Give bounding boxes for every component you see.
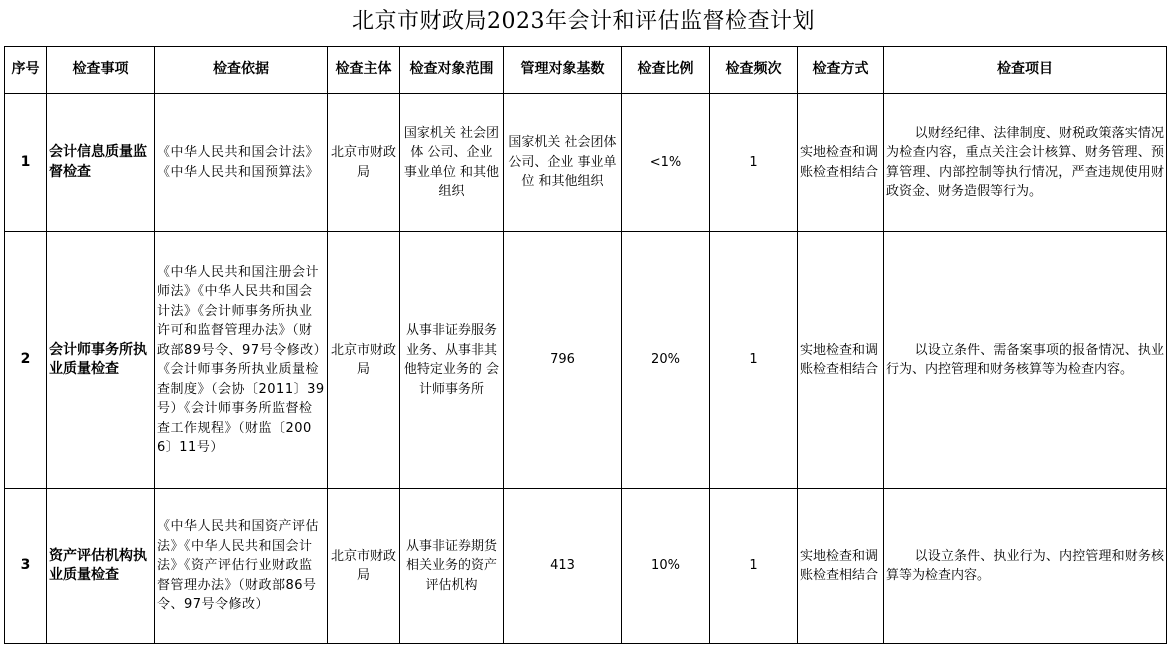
header-basis: 检查依据 <box>155 47 328 94</box>
cell-no: 2 <box>5 232 47 489</box>
header-frequency: 检查频次 <box>710 47 798 94</box>
header-base: 管理对象基数 <box>504 47 622 94</box>
cell-method: 实地检查和调账检查相结合 <box>798 94 884 232</box>
header-item: 检查事项 <box>47 47 155 94</box>
header-subject: 检查主体 <box>328 47 400 94</box>
cell-scope: 从事非证券服务业务、从事非其他特定业务的 会计师事务所 <box>400 232 504 489</box>
cell-basis: 《中华人民共和国注册会计师法》《中华人民共和国会计法》《会计师事务所执业许可和监督管理办法》（财政部89号令、97号令修改）《会计师事务所执业质量检查制度》（会协〔2011〕39号）《会计师事务所监督检查工作规程》（财监〔2006〕11号） <box>155 232 328 489</box>
inspection-plan-table <box>4 46 1167 644</box>
cell-method: 实地检查和调账检查相结合 <box>798 232 884 489</box>
header-method: 检查方式 <box>798 47 884 94</box>
cell-scope: 从事非证券期货相关业务的资产评估机构 <box>400 489 504 644</box>
cell-items: 以设立条件、执业行为、内控管理和财务核算等为检查内容。 <box>884 489 1167 644</box>
cell-subject: 北京市财政局 <box>328 232 400 489</box>
cell-base: 国家机关 社会团体 公司、企业 事业单位 和其他组织 <box>504 94 622 232</box>
cell-base: 796 <box>504 232 622 489</box>
table-row <box>5 489 1167 644</box>
cell-item: 会计信息质量监督检查 <box>47 94 155 232</box>
cell-base: 413 <box>504 489 622 644</box>
cell-items: 以设立条件、需备案事项的报备情况、执业行为、内控管理和财务核算等为检查内容。 <box>884 232 1167 489</box>
cell-subject: 北京市财政局 <box>328 94 400 232</box>
cell-frequency: 1 <box>710 232 798 489</box>
cell-frequency: 1 <box>710 489 798 644</box>
table-row <box>5 94 1167 232</box>
table-header-row <box>5 47 1167 94</box>
cell-ratio: 10% <box>622 489 710 644</box>
cell-frequency: 1 <box>710 94 798 232</box>
cell-scope: 国家机关 社会团体 公司、企业 事业单位 和其他组织 <box>400 94 504 232</box>
cell-basis: 《中华人民共和国资产评估法》《中华人民共和国会计法》《资产评估行业财政监督管理办法》（财政部86号令、97号令修改） <box>155 489 328 644</box>
header-ratio: 检查比例 <box>622 47 710 94</box>
cell-method: 实地检查和调账检查相结合 <box>798 489 884 644</box>
cell-no: 3 <box>5 489 47 644</box>
cell-ratio: <1% <box>622 94 710 232</box>
cell-item: 资产评估机构执业质量检查 <box>47 489 155 644</box>
table-row <box>5 232 1167 489</box>
cell-basis: 《中华人民共和国会计法》《中华人民共和国预算法》 <box>155 94 328 232</box>
header-items: 检查项目 <box>884 47 1167 94</box>
cell-item: 会计师事务所执业质量检查 <box>47 232 155 489</box>
cell-no: 1 <box>5 94 47 232</box>
header-no: 序号 <box>5 47 47 94</box>
cell-subject: 北京市财政局 <box>328 489 400 644</box>
cell-items: 以财经纪律、法律制度、财税政策落实情况为检查内容，重点关注会计核算、财务管理、预算管理、内部控制等执行情况，严查违规使用财政资金、财务造假等行为。 <box>884 94 1167 232</box>
cell-ratio: 20% <box>622 232 710 489</box>
header-scope: 检查对象范围 <box>400 47 504 94</box>
page-title: 北京市财政局2023年会计和评估监督检查计划 <box>352 9 815 34</box>
